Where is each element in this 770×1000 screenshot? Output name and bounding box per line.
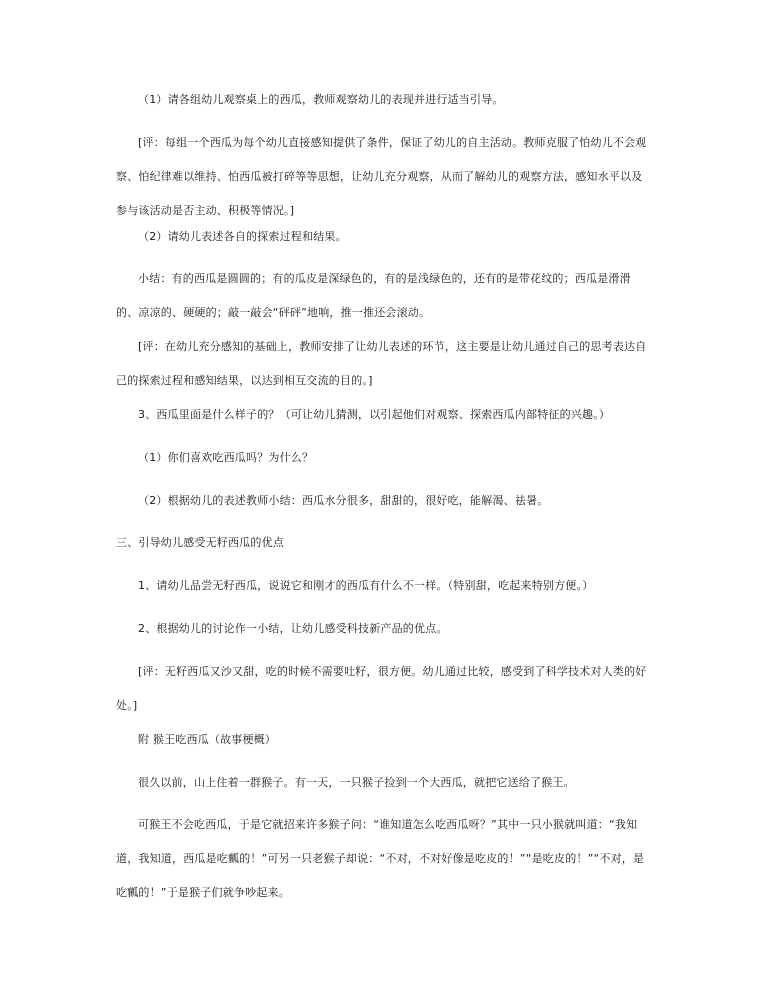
story-paragraph-2: 可猴王不会吃西瓜，于是它就招来许多猴子问：“谁知道怎么吃西瓜呀？”其中一只小猴就叫道：“我知道，我知道，西瓜是吃瓤的！”可另一只老猴子却说：“不对，不对好像是吃皮的！”“是吃皮的！”“不对，是吃瓤的！”于是猴子们就争吵起来。 <box>116 818 645 899</box>
paragraph-summary: 小结：有的西瓜是圆圆的；有的瓜皮是深绿色的，有的是浅绿色的，还有的是带花纹的；西瓜是滑滑的、凉凉的、硬硬的；敲一敲会“砰砰”地响，推一推还会滚动。 <box>116 272 631 319</box>
section-heading-seedless: 三、引导幼儿感受无籽西瓜的优点 <box>116 536 284 549</box>
story-title: 附 猴王吃西瓜（故事梗概） <box>138 733 277 746</box>
paragraph-inside-watermelon: 3、西瓜里面是什么样子的？（可让幼儿猜测，以引起他们对观察、探索西瓜内部特征的兴趣。） <box>138 408 611 421</box>
paragraph-express-process: （2）请幼儿表述各自的探索过程和结果。 <box>138 230 347 243</box>
paragraph-teacher-summary: （2）根据幼儿的表述教师小结：西瓜水分很多，甜甜的，很好吃，能解渴、祛暑。 <box>138 494 549 507</box>
paragraph-observe-watermelon: （1）请各组幼儿观察桌上的西瓜，教师观察幼儿的表现并进行适当引导。 <box>138 93 504 106</box>
story-paragraph-1: 很久以前，山上住着一群猴子。有一天，一只猴子捡到一个大西瓜，就把它送给了猴王。 <box>138 776 575 789</box>
paragraph-taste-seedless: 1、请幼儿品尝无籽西瓜，说说它和刚才的西瓜有什么不一样。（特别甜，吃起来特别方便。） <box>138 579 594 592</box>
paragraph-comment-observation: [评：每组一个西瓜为每个幼儿直接感知提供了条件，保证了幼儿的自主活动。教师克服了怕幼儿不会观察、怕纪律难以维持、怕西瓜被打碎等等思想，让幼儿充分观察，从而了解幼儿的观察方法，感知水平以及参与该活动是否主动、积极等情况。] <box>116 136 647 217</box>
paragraph-comment-expression: [评：在幼儿充分感知的基础上，教师安排了让幼儿表述的环节，这主要是让幼儿通过自己的思考表达自己的探索过程和感知结果，以达到相互交流的目的。] <box>116 340 647 387</box>
paragraph-question-like: （1）你们喜欢吃西瓜吗？为什么？ <box>138 451 314 464</box>
paragraph-discussion-summary: 2、根据幼儿的讨论作一小结，让幼儿感受科技新产品的优点。 <box>138 622 448 635</box>
paragraph-comment-seedless: [评：无籽西瓜又沙又甜，吃的时候不需要吐籽，很方便。幼儿通过比较，感受到了科学技术对人类的好处。] <box>116 665 647 712</box>
